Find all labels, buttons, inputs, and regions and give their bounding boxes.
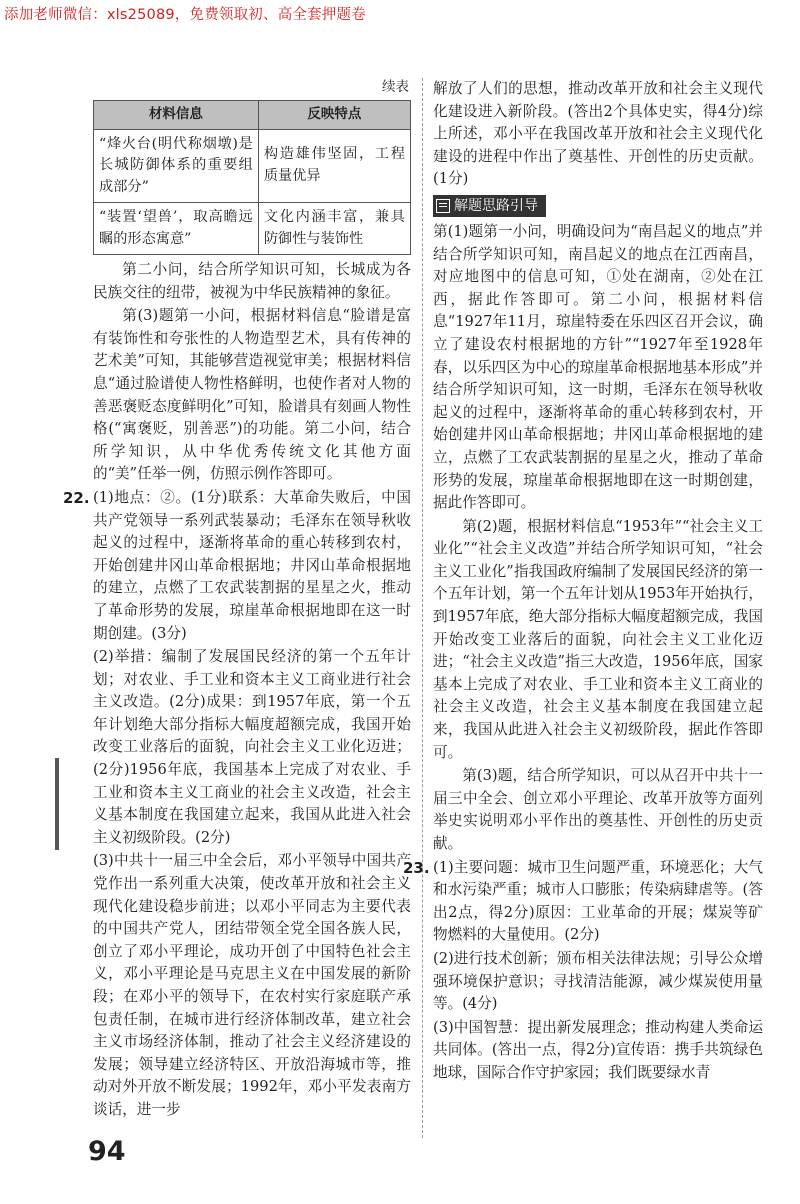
answer-part: (2)举措：编制了发展国民经济的第一个五年计划；对农业、手工业和资本主义工商业进行社会主义改造。(2分)成果：到1957年底，第一个五年计划绝大部分指标大幅度超额完成，我国开始改变工业落后的面貌，向社会主义工业化迈进；(2分)1956年底，我国基本上完成了对农业、手工业和资本主义工商业的社会主义改造，社会主义基本制度在我国建立起来，我国从此进入社会主义初级阶段。(2分) [93,648,411,846]
page-number: 94 [88,1136,126,1167]
table-header-material: 材料信息 [94,101,259,130]
question-number: 22. [63,488,90,507]
answer-part: (1)主要问题：城市卫生问题严重，环境恶化；大气和水污染严重；城市人口膨胀；传染病肆虐等。(答出2点，得2分)原因：工业革命的开展；煤炭等矿物燃料的大量使用。(2分) [433,858,763,944]
note-icon [436,199,450,213]
answer-part: (2)进行技术创新；颁布相关法律法规；引导公众增强环境保护意识；寻找清洁能源，减少煤炭使用量等。(4分) [433,949,763,1013]
table-header-feature: 反映特点 [258,101,410,130]
table-header-row [94,101,411,130]
table-cell: “烽火台(明代称烟墩)是长城防御体系的重要组成部分” [94,129,259,203]
table-caption: 续表 [382,79,409,95]
table-cell: “装置‘望兽’，取高瞻远瞩的形态寓意” [94,203,259,255]
left-column [63,78,411,1123]
guide-paragraph: 第(2)题，根据材料信息“1953年”“社会主义工业化”“社会主义改造”并结合所学知识可知，“社会主义工业化”指我国政府编制了发展国民经济的第一个五年计划，第一个五年计划从1953年开始执行，到1957年底，绝大部分指标大幅度超额完成，我国开始改变工业落后的面貌，向社会主义工业化迈进；“社会主义改造”指三大改造，1956年底，国家基本上完成了对农业、手工业和资本主义工商业的社会主义改造，社会主义基本制度在我国建立起来，我国从此进入社会主义初级阶段，据此作答即可。 [433,517,763,761]
table-cell: 文化内涵丰富，兼具防御性与装饰性 [258,203,410,255]
answer-continuation: 解放了人们的思想，推动改革开放和社会主义现代化建设进入新阶段。(答出2个具体史实，得4分)综上所述，邓小平在我国改革开放和社会主义现代化建设的进程中作出了奠基性、开创性的历史贡献。(1分) [433,80,763,188]
question-number: 23. [403,858,430,877]
question-22-answer [93,487,411,1123]
column-divider [422,78,423,1138]
table-row [94,203,411,255]
watermark-text: 添加老师微信：xls25089，免费领取初、高全套押题卷 [4,7,366,23]
guide-paragraph: 第(3)题，结合所学知识，可以从召开中共十一届三中全会、创立邓小平理论、改革开放等方面列举史实说明邓小平作出的奠基性、开创性的历史贡献。 [433,767,763,852]
binding-edge-mark [55,758,59,850]
guide-paragraph: 第(1)题第一小问，明确设问为“南昌起义的地点”并结合所学知识可知，南昌起义的地点在江西南昌，对应地图中的信息可知，①处在湖南，②处在江西，据此作答即可。第二小问，根据材料信息“1927年11月，琼崖特委在乐四区召开会议，确立了建设农村根据地的方针”“1927年至1928年春，以乐四区为中心的琼崖革命根据地基本形成”并结合所学知识可知，这一时期，毛泽东在领导秋收起义的过程中，逐渐将革命的重心转移到农村，开始创建井冈山革命根据地；井冈山革命根据地的建立，点燃了工农武装割据的星星之火，推动了革命形势的发展，琼崖革命根据地即在这一时期创建，据此作答即可。 [433,222,763,512]
guide-heading-label: 解题思路引导 [454,197,538,214]
right-column [403,78,763,1086]
question-23 [403,857,763,1086]
question-23-answer [433,857,763,1086]
table-row [94,129,411,203]
analysis-paragraph: 第(3)题第一小问，根据材料信息“脸谱是富有装饰性和夸张性的人物造型艺术，具有传神的艺术美”可知，其能够营造视觉审美；根据材料信息“通过脸谱使人物性格鲜明，也使作者对人物的善恶褒贬态度鲜明化”可知，脸谱具有刻画人物性格(“寓褒贬，别善恶”)的功能。第二小问，结合所学知识，从中华优秀传统文化其他方面的“美”任举一例，仿照示例作答即可。 [93,307,411,483]
answer-part: (3)中国智慧：提出新发展理念；推动构建人类命运共同体。(答出一点，得2分)宣传语：携手共筑绿色地球，国际合作守护家园；我们既要绿水青 [433,1018,763,1081]
answer-part: (3)中共十一届三中全会后，邓小平领导中国共产党作出一系列重大决策，使改革开放和社会主义现代化建设稳步前进；以邓小平同志为主要代表的中国共产党人，团结带领全党全国各族人民，创立了邓小平理论，成功开创了中国特色社会主义，邓小平理论是马克思主义在中国发展的新阶段；在邓小平的领导下，在农村实行家庭联产承包责任制，在城市进行经济体制改革，建立社会主义市场经济体制，推动了社会主义经济建设的发展；领导建立经济特区、开放沿海城市等，推动对外开放不断发展；1992年，邓小平发表南方谈话，进一步 [93,852,411,1118]
analysis-paragraph: 第二小问，结合所学知识可知，长城成为各民族交往的纽带，被视为中华民族精神的象征。 [93,261,411,301]
question-22 [63,487,411,1123]
answer-part: (1)地点：②。(1分)联系：大革命失败后，中国共产党领导一系列武装暴动；毛泽东在领导秋收起义的过程中，逐渐将革命的重心转移到农村，开始创建井冈山革命根据地；井冈山革命根据地的建立，点燃了工农武装割据的星星之火，推动了革命形势的发展，琼崖革命根据地即在这一时期创建。(3分) [93,488,411,642]
material-table [93,100,411,255]
guide-heading [433,195,546,217]
table-cell: 构造雄伟坚固，工程质量优异 [258,129,410,203]
